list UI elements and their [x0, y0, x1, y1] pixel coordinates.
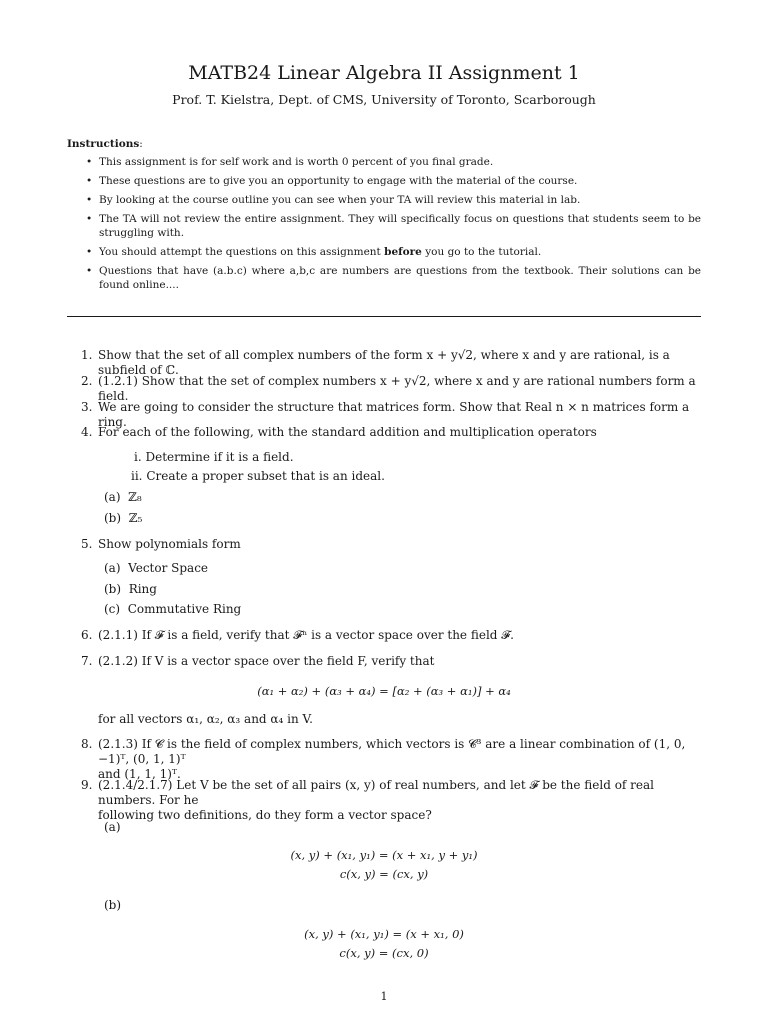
sub-part: (b) Ring [104, 582, 157, 596]
instruction-item: • The TA will not review the entire assignment. They will specifically focus on questions that students seem to be struggling with. [86, 213, 701, 239]
question-7-continuation: for all vectors α₁, α₂, α₃ and α₄ in V. [98, 712, 313, 726]
sub-part-label: (b) [104, 898, 122, 912]
sub-part: (b) ℤ₅ [104, 511, 143, 525]
instructions-list [86, 155, 701, 297]
instruction-item: • These questions are to give you an opportunity to engage with the material of the course. [86, 175, 578, 187]
document-title: MATB24 Linear Algebra II Assignment 1 [188, 62, 580, 84]
equation: c(x, y) = (cx, y) [339, 867, 429, 881]
sub-part-label: (a) [104, 820, 121, 834]
sub-part: (c) Commutative Ring [104, 602, 242, 616]
instruction-item: • Questions that have (a.b.c) where a,b,c are numbers are questions from the textbook. Their solutions can be found online.... [86, 265, 701, 291]
instructions-heading: Instructions: [67, 138, 143, 150]
document-page: MATB24 Linear Algebra II Assignment 1 Prof. T. Kielstra, Dept. of CMS, University of Toronto, Scarborough Instructions: • This assignment is for self work and is worth 0 percent of you final grade. • These questions are to give you an opportunity to engage with the material of the course. • By looking at the course outline you can see when your TA will review this material in lab. • The TA will not review the entire assignment. They will specifically focus on questions that students seem to be struggling with. • You should attempt the questions on this assignment before you go to the tutorial. • Questions that have (a.b.c) where a,b,c are numbers are questions from the textbook. Their solutions can be found online.... 1. Show that the set of all complex numbers of the form x + y√2, where x and y are rational, is a subfield of ℂ. 2. (1.2.1) Show that the set of complex numbers x + y√2, where x and y are rational numbers form a field. 3. We are going to consider the structure that matrices form. Show that Real n × n matrices form a ring. 4. For each of the following, with the standard addition and multiplication operators i. Determine if it is a field. ii. Create a proper subset that is an ideal. (a) ℤ₈ (b) ℤ₅ 5. Show polynomials form (a) Vector Space (b) Ring (c) Commutative Ring 6. (2.1.1) If 𝓕 is a field, verify that 𝓕ⁿ is a vector space over the field 𝓕. 7. (2.1.2) If V is a vector space over the field F, verify that (α₁ + α₂) + (α₃ + α₄) = [α₂ + (α₃ + α₁)] + α₄ for all vectors α₁, α₂, α₃ and α₄ in V. 8. (2.1.3) If 𝓒 is the field of complex numbers, which vectors is 𝓒³ are a linear combination of (1, 0, −1)ᵀ, (0, 1, 1)ᵀ and (1, 1, 1)ᵀ. 9. (2.1.4/2.1.7) Let V be the set of all pairs (x, y) of real numbers, and let 𝓕 be the field of real numbers. For he following two definitions, do they form a vector space? (a) (x, y) + (x₁, y₁) = (x + x₁, y + y₁) c(x, y) = (cx, y) (b) (x, y) + (x₁, y₁) = (x + x₁, 0) c(x, y) = (cx, 0) 1 [0, 0, 768, 1024]
section-divider [67, 316, 701, 317]
page-number: 1 [380, 990, 388, 1003]
equation: (x, y) + (x₁, y₁) = (x + x₁, y + y₁) [290, 848, 478, 862]
roman-item: i. Determine if it is a field. [134, 450, 294, 464]
roman-item: ii. Create a proper subset that is an ideal. [131, 469, 385, 483]
author-line: Prof. T. Kielstra, Dept. of CMS, University of Toronto, Scarborough [172, 92, 596, 107]
sub-part: (a) ℤ₈ [104, 490, 142, 504]
instruction-item: • This assignment is for self work and is worth 0 percent of you final grade. [86, 156, 494, 168]
instruction-item: • By looking at the course outline you can see when your TA will review this material in lab. [86, 194, 581, 206]
equation: (x, y) + (x₁, y₁) = (x + x₁, 0) [304, 927, 464, 941]
equation: c(x, y) = (cx, 0) [339, 946, 429, 960]
sub-part: (a) Vector Space [104, 561, 209, 575]
instruction-item: • You should attempt the questions on this assignment before you go to the tutorial. [86, 246, 542, 258]
equation: (α₁ + α₂) + (α₃ + α₄) = [α₂ + (α₃ + α₁)] + α₄ [257, 684, 511, 698]
